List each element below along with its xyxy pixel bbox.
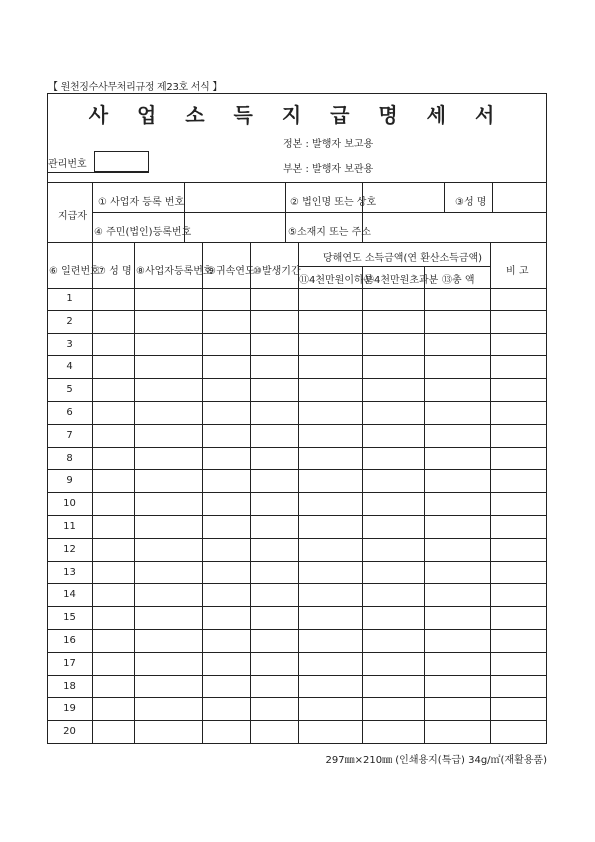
col-year-header: ⑨귀속연도 xyxy=(207,266,255,277)
col-remarks-header: 비 고 xyxy=(506,266,529,277)
row-number: 13 xyxy=(63,566,76,578)
row-number: 16 xyxy=(63,635,76,646)
copy-original-label: 정본 : 발행자 보고용 xyxy=(283,139,374,150)
row-number: 1 xyxy=(66,293,73,304)
row-number: 5 xyxy=(66,384,73,396)
row-number: 17 xyxy=(63,657,76,669)
table-row[interactable] xyxy=(47,356,547,379)
table-row[interactable] xyxy=(47,493,547,516)
row-number: 20 xyxy=(63,726,76,738)
row-number: 4 xyxy=(66,361,73,373)
row-number: 15 xyxy=(63,612,76,624)
divider xyxy=(47,182,547,183)
col-total-header: ⑬총 액 xyxy=(442,275,475,286)
copy-duplicate-label: 부본 : 발행자 보관용 xyxy=(283,164,374,175)
table-row[interactable] xyxy=(47,334,547,357)
table-row[interactable] xyxy=(47,562,547,585)
divider xyxy=(298,266,490,267)
table-row[interactable] xyxy=(47,311,547,334)
table-row[interactable] xyxy=(47,698,547,721)
row-number: 12 xyxy=(63,543,76,555)
resident-reg-no-label: ④ 주민(법인)등록번호 xyxy=(94,227,192,238)
paper-spec-note: 297㎜×210㎜ (인쇄용지(특급) 34g/㎡(재활용품) xyxy=(325,755,547,766)
col-period-header: ⑩발생기간 xyxy=(253,266,301,277)
table-row[interactable] xyxy=(47,470,547,493)
row-number: 14 xyxy=(63,589,76,601)
row-number: 9 xyxy=(66,475,73,487)
divider xyxy=(47,242,547,243)
row-number: 3 xyxy=(66,338,73,350)
corp-name-label: ② 법인명 또는 상호 xyxy=(290,197,377,208)
regulation-note: 【 원천징수사무처리규정 제23호 서식 】 xyxy=(48,82,223,93)
table-row[interactable] xyxy=(47,288,547,311)
table-row[interactable] xyxy=(47,448,547,471)
col-income-header: 당해연도 소득금액(연 환산소득금액) xyxy=(323,253,483,264)
col-serial-header: ⑥ 일련번호 xyxy=(49,266,100,277)
row-number: 18 xyxy=(63,680,76,692)
divider xyxy=(444,182,445,212)
management-number-label: 관리번호 xyxy=(48,159,87,170)
table-row[interactable] xyxy=(47,425,547,448)
divider xyxy=(47,172,149,173)
table-row[interactable] xyxy=(47,607,547,630)
table-row[interactable] xyxy=(47,630,547,653)
col-name-header: ⑦ 성 명 xyxy=(97,266,132,277)
table-row[interactable] xyxy=(47,402,547,425)
divider xyxy=(92,182,93,242)
row-number: 7 xyxy=(66,429,73,441)
col-over-40m-header: ⑫4천만원초과분 xyxy=(364,275,439,286)
table-row[interactable] xyxy=(47,516,547,539)
col-under-40m-header: ⑪4천만원이하분 xyxy=(299,275,374,286)
payer-section-label: 지급자 xyxy=(58,211,87,222)
row-number: 2 xyxy=(66,315,73,327)
table-row[interactable] xyxy=(47,653,547,676)
table-row[interactable] xyxy=(47,379,547,402)
table-row[interactable] xyxy=(47,676,547,699)
divider xyxy=(285,182,286,242)
page-title: 사 업 소 득 지 급 명 세 서 xyxy=(88,103,506,127)
divider xyxy=(92,212,547,213)
col-business-reg-no-header: ⑧사업자등록번호 xyxy=(136,266,213,277)
row-number: 8 xyxy=(66,452,73,464)
divider xyxy=(492,182,493,212)
table-row[interactable] xyxy=(47,539,547,562)
management-number-field[interactable] xyxy=(94,151,149,172)
row-number: 6 xyxy=(66,407,73,418)
table-row[interactable] xyxy=(47,721,547,744)
row-number: 19 xyxy=(63,703,76,715)
table-row[interactable] xyxy=(47,584,547,607)
address-label: ⑤소재지 또는 주소 xyxy=(288,227,371,238)
row-number: 11 xyxy=(63,521,76,532)
business-reg-no-label: ① 사업자 등록 번호 xyxy=(98,197,185,208)
row-number: 10 xyxy=(63,498,76,510)
payer-name-label: ③성 명 xyxy=(455,197,487,208)
